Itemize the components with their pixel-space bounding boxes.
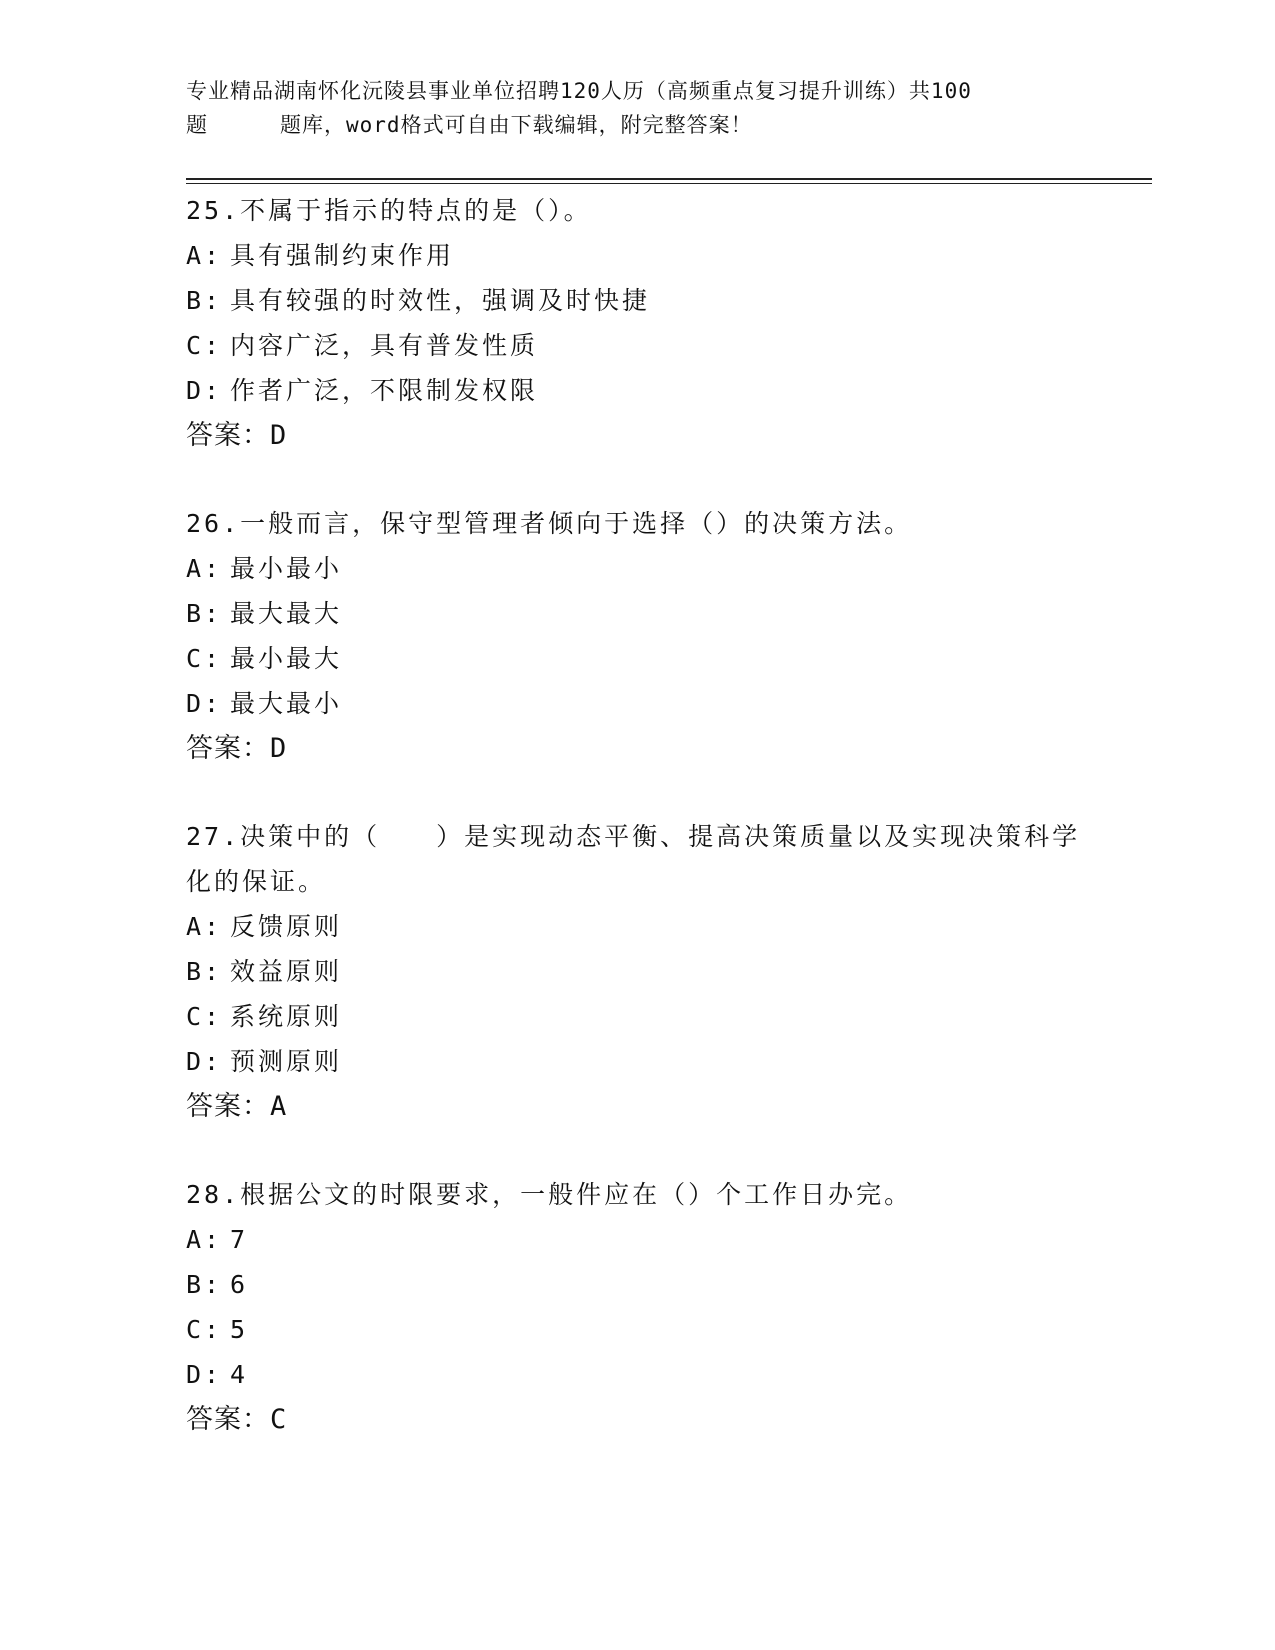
- question-stem: 27.决策中的（ ）是实现动态平衡、提高决策质量以及实现决策科学化的保证。: [186, 822, 1081, 896]
- question-list: [186, 188, 1086, 1485]
- option-letter: C:: [186, 644, 223, 673]
- answer-line: [186, 1397, 1086, 1442]
- answer-value: D: [270, 733, 288, 764]
- question-stem: 28.根据公文的时限要求，一般件应在（）个工作日办完。: [186, 1180, 913, 1209]
- option-text: 具有较强的时效性，强调及时快捷: [230, 286, 651, 315]
- answer-label: 答案：: [186, 733, 270, 764]
- option-text: 最大最大: [230, 599, 343, 628]
- option-letter: C:: [186, 331, 223, 360]
- option-text: 最小最大: [230, 644, 343, 673]
- answer-line: [186, 726, 1086, 771]
- option-letter: C:: [186, 1315, 223, 1344]
- option-letter: B:: [186, 1270, 223, 1299]
- question-item: [186, 1172, 1086, 1442]
- option-letter: B:: [186, 599, 223, 628]
- header-title-line-2: [186, 108, 1086, 142]
- header-divider-thick: [186, 178, 1152, 180]
- header-title-line-1: 专业精品湖南怀化沅陵县事业单位招聘120人历（高频重点复习提升训练）共100: [186, 79, 972, 103]
- question-item: [186, 501, 1086, 771]
- option-letter: A:: [186, 241, 223, 270]
- answer-line: [186, 1084, 1086, 1129]
- option-text: 具有强制约束作用: [230, 241, 455, 270]
- option-c: [186, 1307, 1086, 1352]
- option-b: [186, 949, 1086, 994]
- option-letter: D:: [186, 689, 223, 718]
- question-item: [186, 814, 1086, 1129]
- header-title-fragment: 题: [186, 113, 208, 137]
- option-a: [186, 233, 1086, 278]
- option-letter: B:: [186, 286, 223, 315]
- header-divider-thin: [186, 183, 1152, 184]
- option-letter: D:: [186, 1360, 223, 1389]
- option-d: [186, 681, 1086, 726]
- option-text: 最小最小: [230, 554, 343, 583]
- option-a: [186, 904, 1086, 949]
- option-text: 效益原则: [230, 957, 343, 986]
- option-text: 7: [230, 1225, 249, 1254]
- option-letter: A:: [186, 1225, 223, 1254]
- option-d: [186, 1039, 1086, 1084]
- option-letter: C:: [186, 1002, 223, 1031]
- option-letter: A:: [186, 912, 223, 941]
- question-stem: 26.一般而言，保守型管理者倾向于选择（）的决策方法。: [186, 509, 913, 538]
- question-item: [186, 188, 1086, 458]
- option-c: [186, 994, 1086, 1039]
- option-c: [186, 636, 1086, 681]
- answer-value: D: [270, 420, 288, 451]
- option-text: 作者广泛，不限制发权限: [230, 376, 539, 405]
- answer-value: C: [270, 1404, 288, 1435]
- answer-line: [186, 413, 1086, 458]
- option-d: [186, 368, 1086, 413]
- option-text: 内容广泛，具有普发性质: [230, 331, 539, 360]
- option-text: 5: [230, 1315, 249, 1344]
- option-text: 最大最小: [230, 689, 343, 718]
- option-letter: A:: [186, 554, 223, 583]
- option-c: [186, 323, 1086, 368]
- header-subtitle: 题库，word格式可自由下载编辑，附完整答案！: [280, 113, 753, 137]
- option-d: [186, 1352, 1086, 1397]
- option-b: [186, 1262, 1086, 1307]
- option-a: [186, 1217, 1086, 1262]
- option-text: 系统原则: [230, 1002, 343, 1031]
- option-text: 6: [230, 1270, 249, 1299]
- option-letter: D:: [186, 1047, 223, 1076]
- option-text: 4: [230, 1360, 249, 1389]
- option-b: [186, 591, 1086, 636]
- option-letter: B:: [186, 957, 223, 986]
- option-letter: D:: [186, 376, 223, 405]
- option-text: 反馈原则: [230, 912, 343, 941]
- document-header: [186, 74, 1086, 142]
- answer-label: 答案：: [186, 1091, 270, 1122]
- option-b: [186, 278, 1086, 323]
- answer-label: 答案：: [186, 1404, 270, 1435]
- option-text: 预测原则: [230, 1047, 343, 1076]
- question-stem: 25.不属于指示的特点的是（）。: [186, 196, 592, 225]
- option-a: [186, 546, 1086, 591]
- answer-value: A: [270, 1091, 288, 1122]
- answer-label: 答案：: [186, 420, 270, 451]
